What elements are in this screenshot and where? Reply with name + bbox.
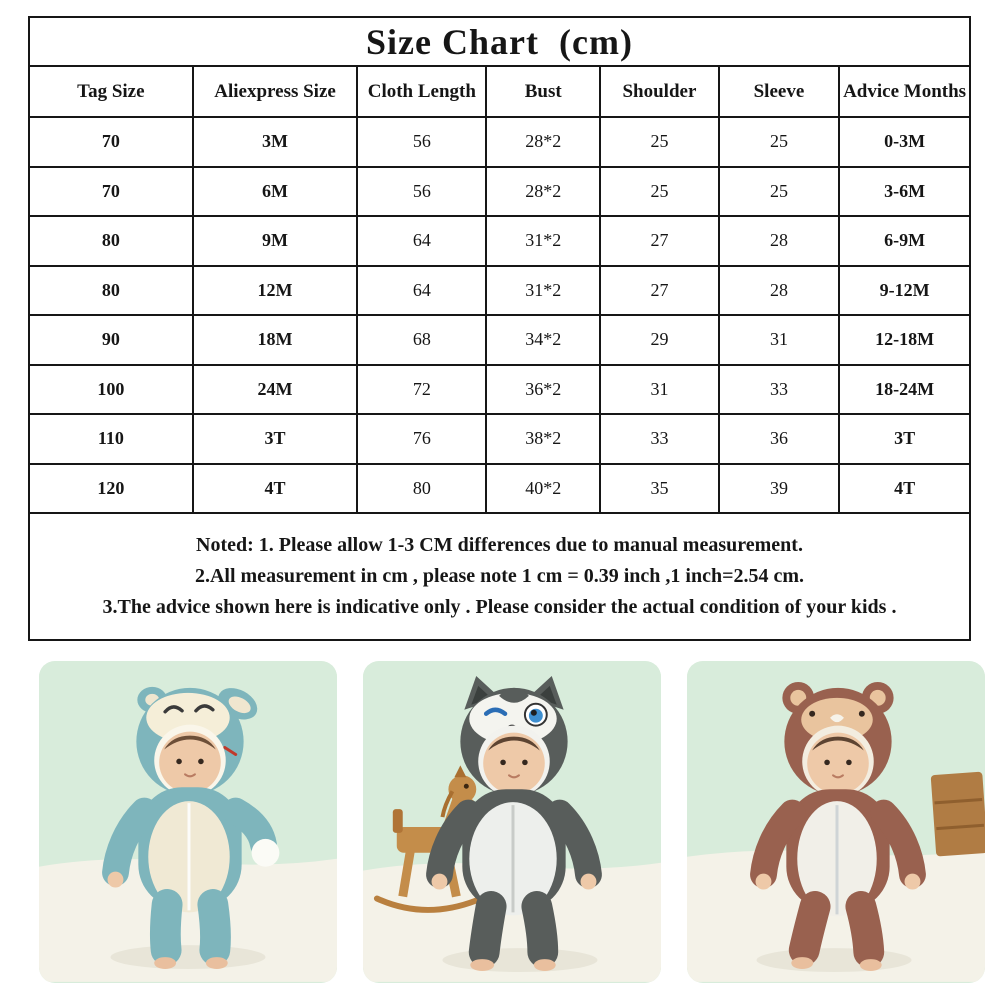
column-header-aliexpress-size: Aliexpress Size — [193, 66, 358, 117]
baby-husky-romper-illustration — [363, 661, 661, 983]
table-cell: 70 — [29, 117, 193, 167]
size-table-body — [29, 117, 970, 513]
table-cell: 120 — [29, 464, 193, 514]
table-cell: 6-9M — [839, 216, 970, 266]
table-row — [29, 365, 970, 415]
table-row — [29, 117, 970, 167]
table-cell: 68 — [357, 315, 486, 365]
table-row — [29, 315, 970, 365]
table-cell: 28*2 — [486, 117, 600, 167]
size-chart-table — [28, 16, 971, 641]
table-cell: 25 — [719, 117, 839, 167]
table-cell: 40*2 — [486, 464, 600, 514]
table-cell: 64 — [357, 266, 486, 316]
table-cell: 9-12M — [839, 266, 970, 316]
column-header-advice-months: Advice Months — [839, 66, 970, 117]
table-cell: 4T — [839, 464, 970, 514]
table-cell: 12M — [193, 266, 358, 316]
table-cell: 3-6M — [839, 167, 970, 217]
column-header-bust: Bust — [486, 66, 600, 117]
table-cell: 56 — [357, 167, 486, 217]
table-cell: 4T — [193, 464, 358, 514]
product-photos — [39, 661, 985, 983]
table-cell: 25 — [600, 117, 719, 167]
table-cell: 31*2 — [486, 266, 600, 316]
notes-row — [29, 513, 970, 640]
note-line-2: 2.All measurement in cm , please note 1 cm = 0.39 inch ,1 inch=2.54 cm. — [194, 565, 805, 587]
table-cell: 31 — [719, 315, 839, 365]
table-cell: 70 — [29, 167, 193, 217]
table-cell: 76 — [357, 414, 486, 464]
table-cell: 18M — [193, 315, 358, 365]
column-header-tag-size: Tag Size — [29, 66, 193, 117]
table-cell: 31*2 — [486, 216, 600, 266]
page-title: Size Chart (cm) — [29, 17, 970, 66]
table-cell: 28*2 — [486, 167, 600, 217]
table-cell: 25 — [600, 167, 719, 217]
table-row — [29, 216, 970, 266]
product-photo-bear-romper — [687, 661, 985, 983]
column-header-cloth-length: Cloth Length — [357, 66, 486, 117]
title-row — [29, 17, 970, 66]
table-cell: 36*2 — [486, 365, 600, 415]
table-cell: 9M — [193, 216, 358, 266]
table-cell: 110 — [29, 414, 193, 464]
table-cell: 64 — [357, 216, 486, 266]
table-cell: 24M — [193, 365, 358, 415]
table-cell: 3M — [193, 117, 358, 167]
table-cell: 27 — [600, 266, 719, 316]
table-cell: 39 — [719, 464, 839, 514]
table-cell: 3T — [193, 414, 358, 464]
table-cell: 36 — [719, 414, 839, 464]
table-row — [29, 464, 970, 514]
table-cell: 80 — [29, 216, 193, 266]
table-cell: 33 — [600, 414, 719, 464]
notes-block — [29, 513, 970, 640]
table-cell: 33 — [719, 365, 839, 415]
wooden-box — [931, 772, 985, 857]
table-row — [29, 266, 970, 316]
table-cell: 80 — [357, 464, 486, 514]
table-cell: 34*2 — [486, 315, 600, 365]
table-cell: 35 — [600, 464, 719, 514]
table-cell: 25 — [719, 167, 839, 217]
note-line-1: Noted: 1. Please allow 1-3 CM differences due to manual measurement. — [196, 534, 803, 556]
table-cell: 100 — [29, 365, 193, 415]
table-cell: 6M — [193, 167, 358, 217]
table-cell: 90 — [29, 315, 193, 365]
table-header-row — [29, 66, 970, 117]
product-photo-husky-romper — [363, 661, 661, 983]
table-cell: 3T — [839, 414, 970, 464]
table-cell: 80 — [29, 266, 193, 316]
table-cell: 29 — [600, 315, 719, 365]
baby-bear-romper-illustration — [687, 661, 985, 983]
product-photo-blue-romper — [39, 661, 337, 983]
note-line-3: 3.The advice shown here is indicative only . Please consider the actual condition of your kids . — [102, 596, 897, 618]
table-cell: 38*2 — [486, 414, 600, 464]
table-row — [29, 414, 970, 464]
table-cell: 72 — [357, 365, 486, 415]
table-cell: 28 — [719, 266, 839, 316]
table-cell: 31 — [600, 365, 719, 415]
column-header-shoulder: Shoulder — [600, 66, 719, 117]
table-cell: 56 — [357, 117, 486, 167]
table-row — [29, 167, 970, 217]
table-cell: 0-3M — [839, 117, 970, 167]
column-header-sleeve: Sleeve — [719, 66, 839, 117]
table-cell: 18-24M — [839, 365, 970, 415]
table-cell: 28 — [719, 216, 839, 266]
table-cell: 27 — [600, 216, 719, 266]
baby-blue-romper-illustration — [39, 661, 337, 983]
table-cell: 12-18M — [839, 315, 970, 365]
